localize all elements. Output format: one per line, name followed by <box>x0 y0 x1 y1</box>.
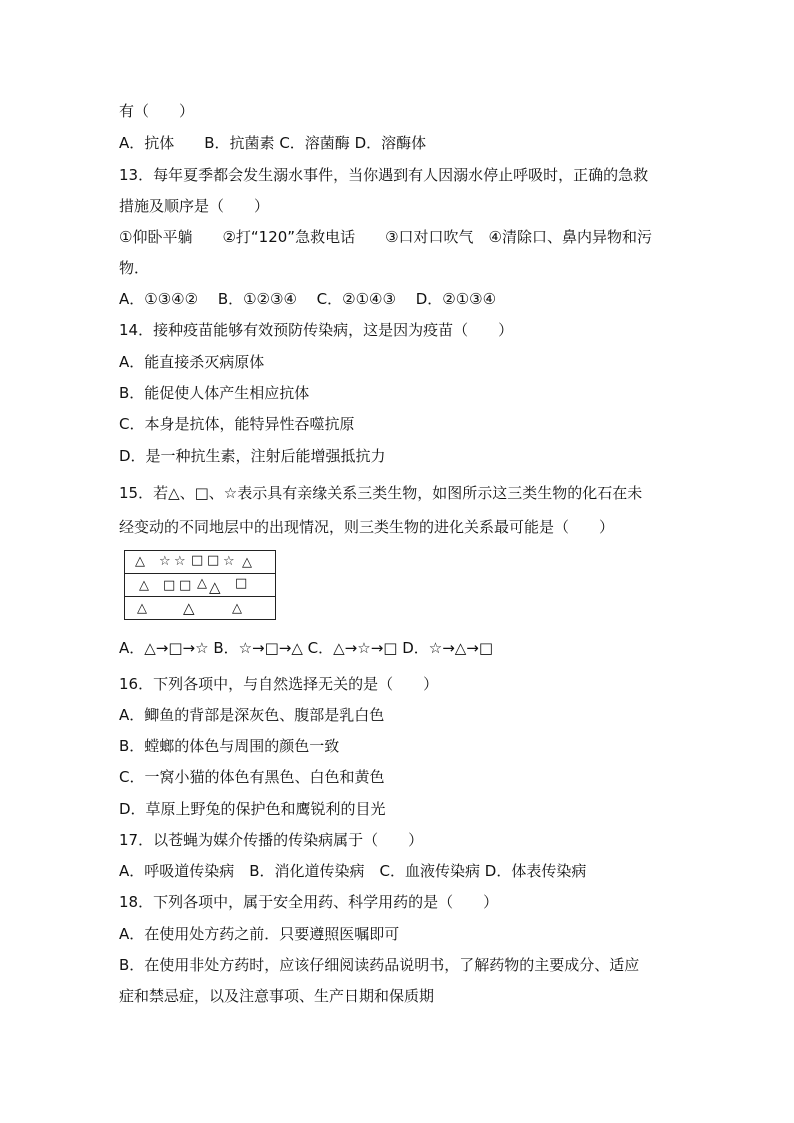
q17-stem: 17．以苍蝇为媒介传播的传染病属于（ ） <box>119 831 424 849</box>
q17-options: A．呼吸道传染病 B．消化道传染病 C．血液传染病 D．体表传染病 <box>119 862 587 880</box>
q16-option-a: A．鲫鱼的背部是深灰色、腹部是乳白色 <box>119 706 385 724</box>
q15-options: A．△→□→☆ B．☆→□→△ C．△→☆→□ D．☆→△→□ <box>119 639 494 657</box>
triangle-symbol: △ <box>137 601 147 616</box>
q13-options: A．①③④② B．①②③④ C．②①④③ D．②①③④ <box>119 290 497 308</box>
stratum-bottom <box>125 597 275 619</box>
q14-option-d: D．是一种抗生素，注射后能增强抵抗力 <box>119 447 386 465</box>
triangle-symbol: △ <box>135 554 145 569</box>
q16-option-d: D．草原上野兔的保护色和鹰锐利的目光 <box>119 800 386 818</box>
q15-stem-1: 15．若△、□、☆表示具有亲缘关系三类生物，如图所示这三类生物的化石在未 <box>119 484 643 502</box>
triangle-symbol: △ <box>209 578 221 596</box>
fossil-strata-figure <box>124 550 276 620</box>
q18-stem: 18．下列各项中，属于安全用药、科学用药的是（ ） <box>119 893 499 911</box>
q12-tail: 有（ ） <box>119 102 195 120</box>
square-symbol: □ <box>191 553 204 568</box>
q12-options: A．抗体 B．抗菌素 C．溶菌酶 D．溶酶体 <box>119 134 427 152</box>
q16-option-c: C．一窝小猫的体色有黑色、白色和黄色 <box>119 768 385 786</box>
q13-steps-2: 物． <box>119 259 150 277</box>
triangle-symbol: △ <box>232 601 242 616</box>
q18-option-b-2: 症和禁忌症，以及注意事项、生产日期和保质期 <box>119 987 435 1005</box>
q14-option-a: A．能直接杀灭病原体 <box>119 353 265 371</box>
q14-option-b: B．能促使人体产生相应抗体 <box>119 384 310 402</box>
q14-stem: 14．接种疫苗能够有效预防传染病，这是因为疫苗（ ） <box>119 321 514 339</box>
triangle-symbol: △ <box>139 578 149 593</box>
star-symbol: ☆ <box>223 554 235 569</box>
square-symbol: □ <box>207 553 220 568</box>
stratum-top <box>125 551 275 574</box>
q15-stem-2: 经变动的不同地层中的出现情况，则三类生物的进化关系最可能是（ ） <box>119 518 615 536</box>
q16-option-b: B．螳螂的体色与周围的颜色一致 <box>119 737 340 755</box>
triangle-symbol: △ <box>183 599 195 617</box>
q18-option-a: A．在使用处方药之前．只要遵照医嘱即可 <box>119 925 400 943</box>
triangle-symbol: △ <box>197 576 207 591</box>
triangle-symbol: △ <box>242 555 252 570</box>
q13-stem-2: 措施及顺序是（ ） <box>119 197 270 215</box>
star-symbol: ☆ <box>159 554 171 569</box>
q16-stem: 16．下列各项中，与自然选择无关的是（ ） <box>119 675 439 693</box>
q18-option-b-1: B．在使用非处方药时，应该仔细阅读药品说明书，了解药物的主要成分、适应 <box>119 956 640 974</box>
q13-steps-1: ①仰卧平躺 ②打“120”急救电话 ③口对口吹气 ④清除口、鼻内异物和污 <box>119 228 652 246</box>
square-symbol: □ <box>179 578 192 593</box>
square-symbol: □ <box>235 576 248 591</box>
star-symbol: ☆ <box>174 554 186 569</box>
square-symbol: □ <box>163 578 176 593</box>
q14-option-c: C．本身是抗体，能特异性吞噬抗原 <box>119 415 355 433</box>
stratum-middle <box>125 573 275 597</box>
q13-stem-1: 13．每年夏季都会发生溺水事件，当你遇到有人因溺水停止呼吸时，正确的急救 <box>119 166 649 184</box>
